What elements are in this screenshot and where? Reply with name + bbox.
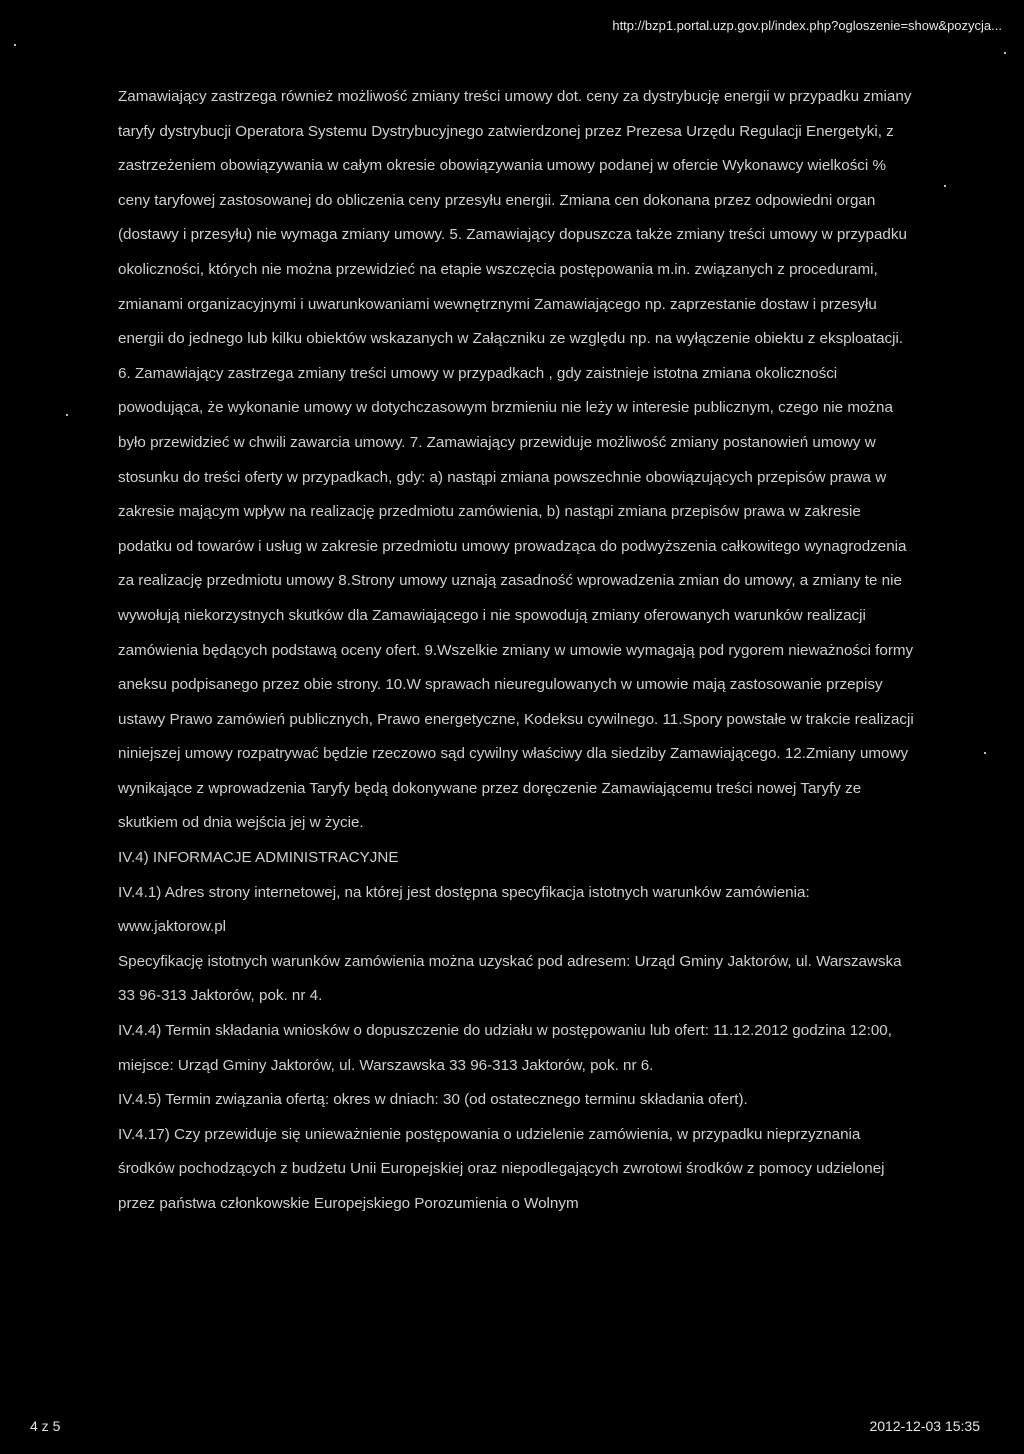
paragraph-website-address: IV.4.1) Adres strony internetowej, na której jest dostępna specyfikacja istotnych warunków zamówienia: www.jaktorow.pl: [118, 883, 810, 936]
scan-speck: [14, 44, 16, 46]
scan-speck: [66, 414, 68, 416]
scan-speck: [1004, 52, 1006, 54]
scan-speck: [944, 185, 946, 187]
paragraph-submission-deadline: IV.4.4) Termin składania wniosków o dopuszczenie do udziału w postępowaniu lub ofert: 11.12.2012 godzina 12:00, miejsce: Urząd Gminy Jaktorów, ul. Warszawska 33 96-313 Jaktorów, pok. nr 6.: [118, 1022, 892, 1074]
paragraph-binding-period: IV.4.5) Termin związania ofertą: okres w dniach: 30 (od ostatecznego terminu składania ofert).: [118, 1091, 748, 1109]
print-datetime: 2012-12-03 15:35: [869, 1418, 980, 1434]
page-url-header: http://bzp1.portal.uzp.gov.pl/index.php?ogloszenie=show&pozycja...: [612, 18, 1002, 33]
page-number: 4 z 5: [30, 1418, 61, 1434]
document-body: [118, 80, 918, 1222]
paragraph-contract-changes: Zamawiający zastrzega również możliwość zmiany treści umowy dot. ceny za dystrybucję energii w przypadku zmiany taryfy dystrybucji Operatora Systemu Dystrybucyjnego zatwierdzonej przez Prezesa Urzędu Regulacji Energetyki, z zastrzeżeniem obowiązywania w całym okresie obowiązywania umowy podanej w ofercie Wykonawcy wielkości % ceny taryfowej zastosowanej do obliczenia ceny przesyłu energii. Zmiana cen dokonana przez odpowiedni organ (dostawy i przesyłu) nie wymaga zmiany umowy. 5. Zamawiający dopuszcza także zmiany treści umowy w przypadku okoliczności, których nie można przewidzieć na etapie wszczęcia postępowania m.in. związanych z procedurami, zmianami organizacyjnymi i uwarunkowaniami wewnętrznymi Zamawiającego np. zaprzestanie dostaw i przesyłu energii do jednego lub kilku obiektów wskazanych w Załączniku ze względu np. na wyłączenie obiektu z eksploatacji. 6. Zamawiający zastrzega zmiany treści umowy w przypadkach , gdy zaistnieje istotna zmiana okoliczności powodująca, że wykonanie umowy w dotychczasowym brzmieniu nie leży w interesie publicznym, czego nie można było przewidzieć w chwili zawarcia umowy. 7. Zamawiający przewiduje możliwość zmiany postanowień umowy w stosunku do treści oferty w przypadkach, gdy: a) nastąpi zmiana powszechnie obowiązujących przepisów prawa w zakresie mającym wpływ na realizację przedmiotu zamówienia, b) nastąpi zmiana przepisów prawa w zakresie podatku od towarów i usług w zakresie przedmiotu umowy prowadząca do podwyższenia całkowitego wynagrodzenia za realizację przedmiotu umowy 8.Strony umowy uznają zasadność wprowadzenia zmian do umowy, a zmiany te nie wywołują niekorzystnych skutków dla Zamawiającego i nie spowodują zmiany oferowanych warunków realizacji zamówienia będących podstawą oceny ofert. 9.Wszelkie zmiany w umowie wymagają pod rygorem nieważności formy aneksu podpisanego przez obie strony. 10.W sprawach nieuregulowanych w umowie mają zastosowanie przepisy ustawy Prawo zamówień publicznych, Prawo energetyczne, Kodeksu cywilnego. 11.Spory powstałe w trakcie realizacji niniejszej umowy rozpatrywać będzie rzeczowo sąd cywilny właściwy dla siedziby Zamawiającego. 12.Zmiany umowy wynikające z wprowadzenia Taryfy będą dokonywane przez doręczenie Zamawiającemu treści nowej Taryfy ze skutkiem od dnia wejścia jej w życie.: [118, 88, 914, 832]
paragraph-annulment-eu-funds: IV.4.17) Czy przewiduje się unieważnienie postępowania o udzielenie zamówienia, w przypadku nieprzyznania środków pochodzących z budżetu Unii Europejskiej oraz niepodlegających zwrotowi środków z pomocy udzielonej przez państwa członkowskie Europejskiego Porozumienia o Wolnym: [118, 1125, 885, 1212]
paragraph-siwz-pickup: Specyfikację istotnych warunków zamówienia można uzyskać pod adresem: Urząd Gminy Jaktorów, ul. Warszawska 33 96-313 Jaktorów, pok. nr 4.: [118, 952, 902, 1005]
section-heading-admin-info: IV.4) INFORMACJE ADMINISTRACYJNE: [118, 849, 399, 867]
scan-speck: [984, 752, 986, 754]
